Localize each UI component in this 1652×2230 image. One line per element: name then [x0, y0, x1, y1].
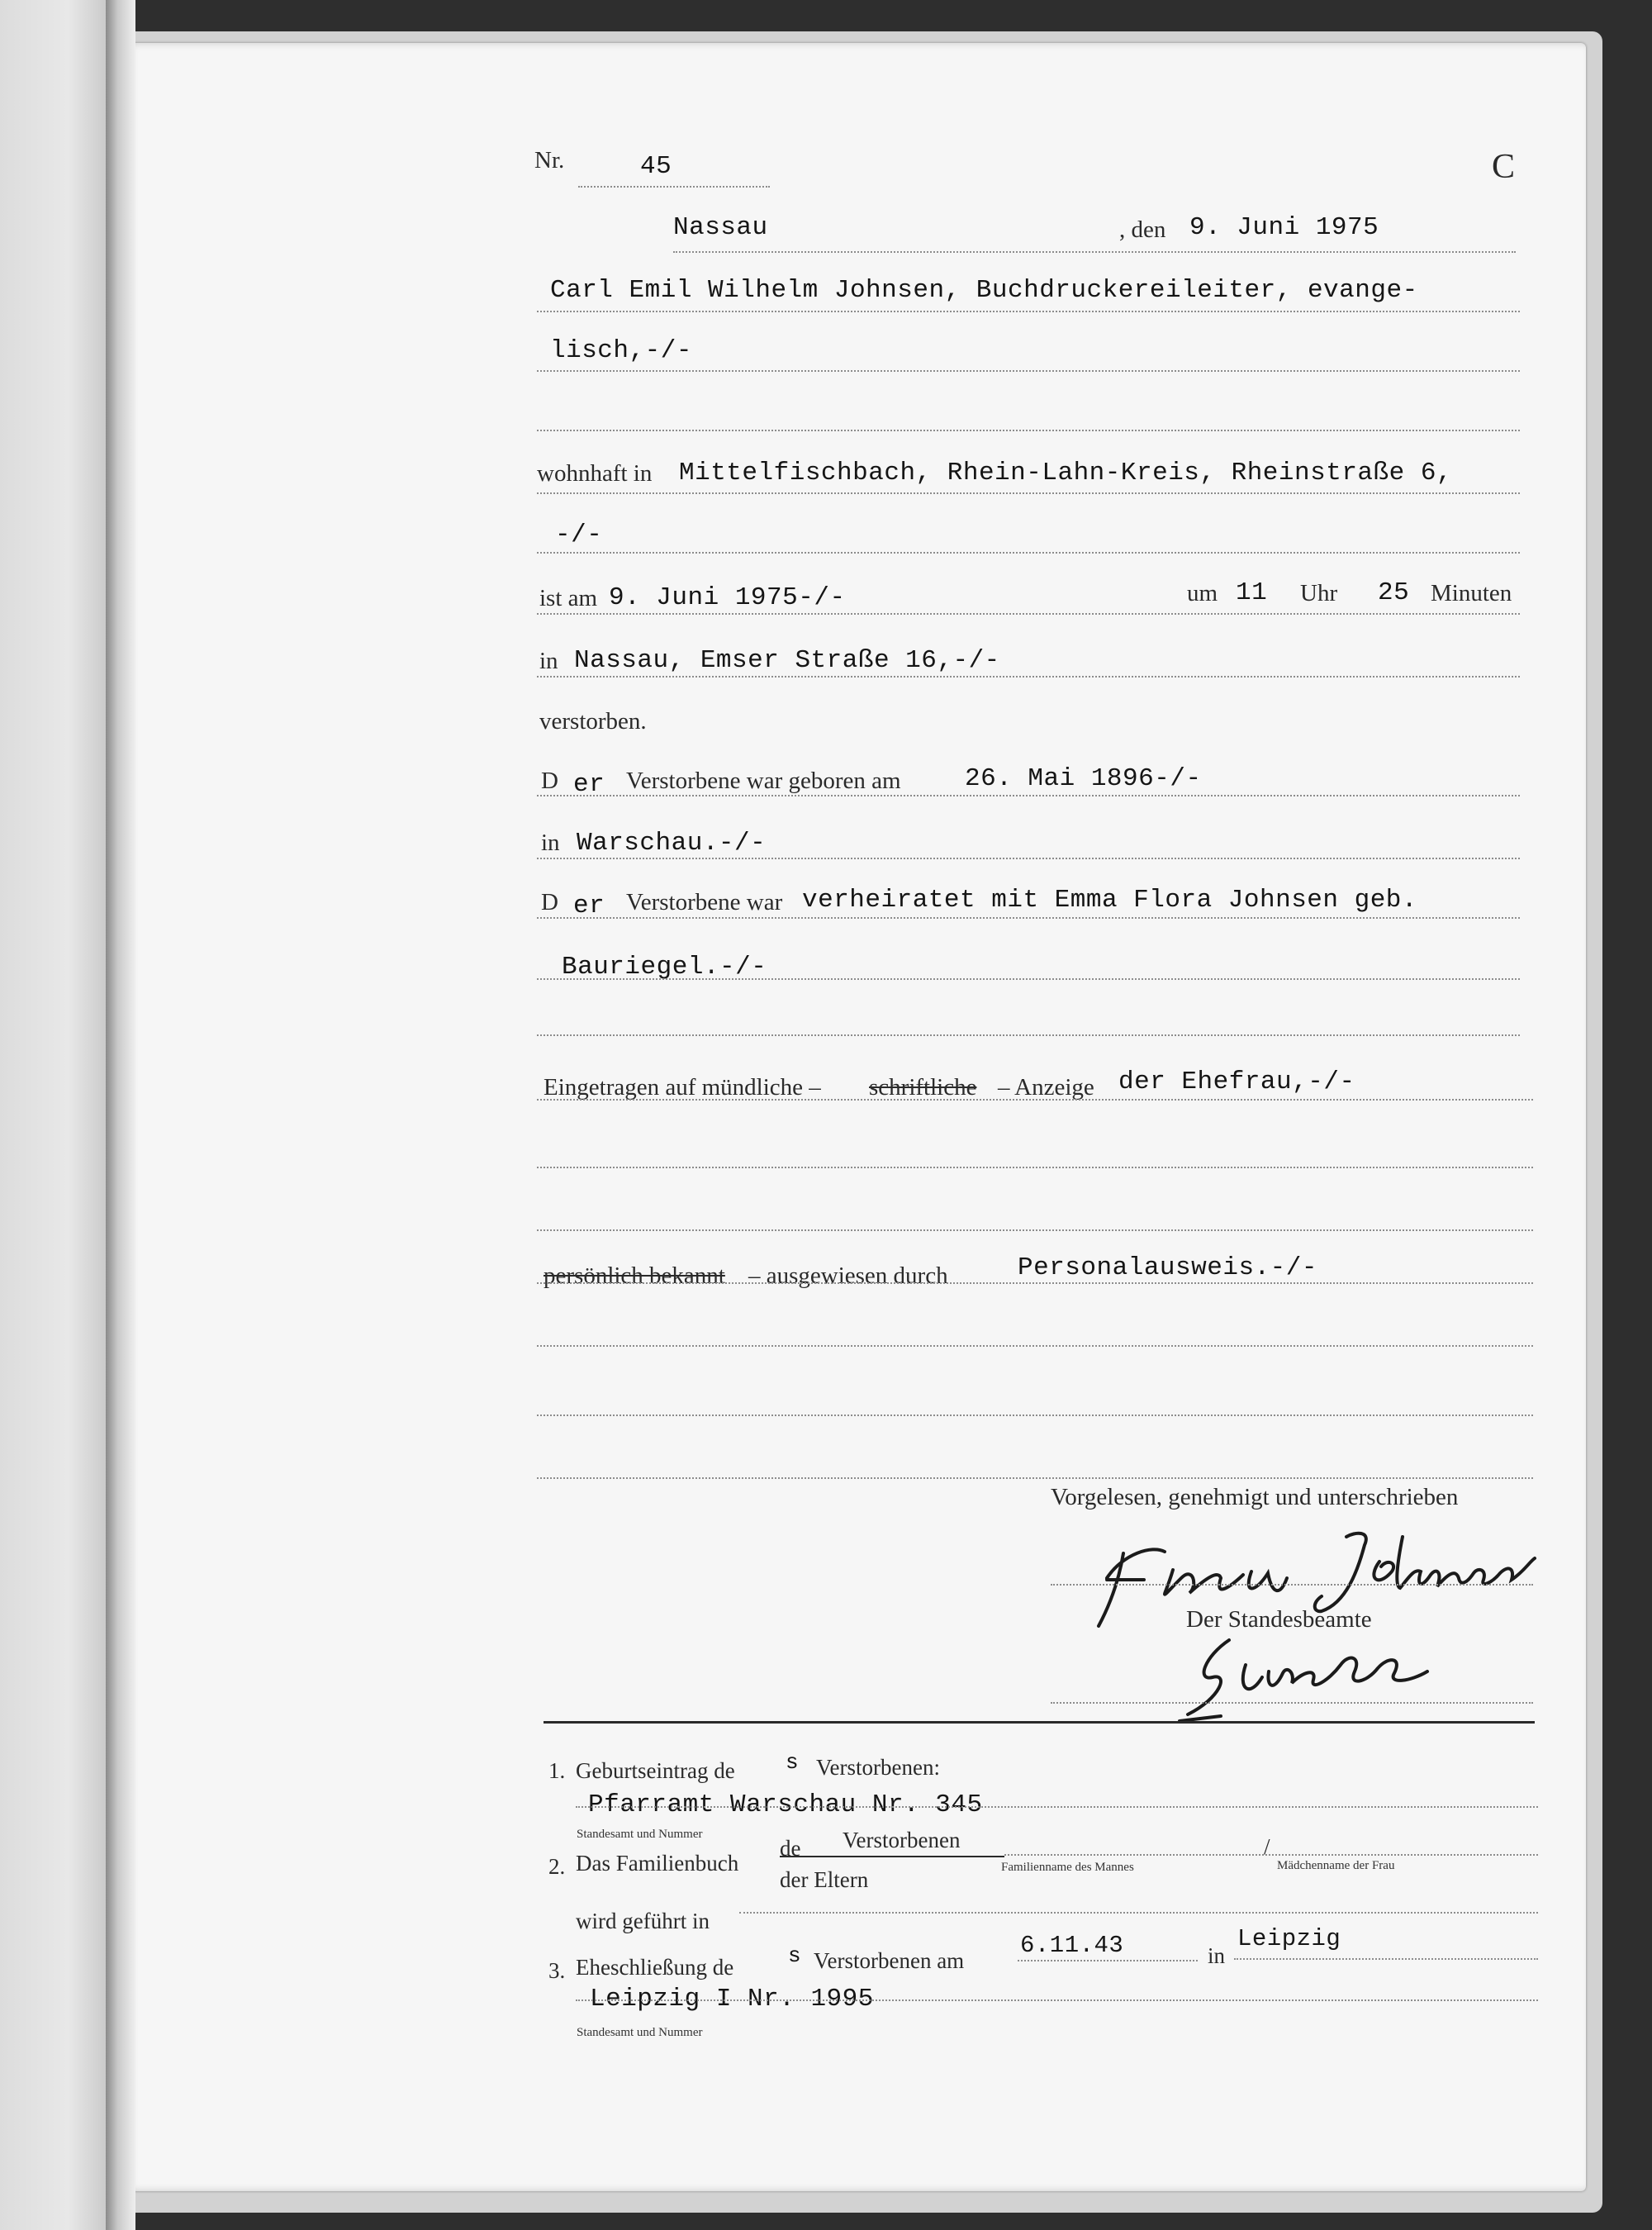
- deceased-name-line-1: Carl Emil Wilhelm Johnsen, Buchdruckereileiter, evange-: [550, 276, 1418, 305]
- d-label: D: [541, 768, 558, 794]
- de-label: de: [780, 1836, 801, 1861]
- war-label: Verstorbene war: [626, 889, 783, 915]
- rule: [537, 370, 1520, 372]
- death-minutes: 25: [1378, 578, 1410, 607]
- death-date: 9. Juni 1975-/-: [609, 583, 846, 612]
- birth-date: 26. Mai 1896-/-: [965, 764, 1202, 793]
- standesamt-note: Standesamt und Nummer: [577, 2026, 703, 2039]
- marriage-place: Leipzig: [1237, 1925, 1341, 1952]
- ausgewiesen-label: – ausgewiesen durch: [748, 1262, 948, 1289]
- bekannt-struck: persönlich bekannt: [544, 1262, 725, 1289]
- death-place: Nassau, Emser Straße 16,-/-: [574, 646, 1000, 675]
- place-of-record: Nassau: [673, 213, 768, 242]
- corner-letter: C: [1492, 148, 1516, 186]
- rule: [576, 1806, 1538, 1808]
- rule: [537, 1229, 1533, 1231]
- residence-line-2: -/-: [555, 521, 603, 549]
- id-document: Personalausweis.-/-: [1018, 1253, 1317, 1282]
- rule: [537, 1415, 1533, 1416]
- rule: [537, 795, 1520, 796]
- rule: [1234, 1958, 1538, 1960]
- rule: [1051, 1702, 1533, 1704]
- schriftliche-struck: schriftliche: [869, 1074, 977, 1101]
- rule: [673, 251, 1516, 253]
- option-divider: [780, 1856, 1004, 1857]
- informant: der Ehefrau,-/-: [1118, 1067, 1355, 1096]
- vorgelesen-label: Vorgelesen, genehmigt und unterschrieben: [1051, 1484, 1459, 1510]
- rule: [1004, 1854, 1538, 1856]
- rule: [537, 311, 1520, 312]
- der-eltern-option: der Eltern: [780, 1867, 869, 1892]
- rule: [537, 430, 1520, 431]
- entry-number: 45: [640, 152, 672, 181]
- article-der: er: [573, 892, 605, 920]
- nr-label: Nr.: [534, 147, 565, 174]
- geboren-label: Verstorbene war geboren am: [626, 768, 901, 794]
- rule: [739, 1912, 1538, 1914]
- den-label: , den: [1119, 216, 1166, 243]
- rule: [537, 858, 1520, 859]
- rule: [537, 1477, 1533, 1479]
- familienbuch-label: Das Familienbuch: [576, 1851, 739, 1876]
- footnote-separator: [544, 1721, 1535, 1724]
- um-label: um: [1187, 580, 1218, 606]
- slash: /: [1264, 1834, 1270, 1859]
- rule: [537, 613, 1520, 615]
- footnote-number-2: 2.: [548, 1854, 566, 1879]
- rule: [537, 676, 1520, 678]
- rule: [537, 1282, 1533, 1284]
- rule: [537, 492, 1520, 494]
- book-gutter: [106, 0, 135, 2230]
- der-verstorbenen-option: Verstorbenen: [843, 1828, 961, 1852]
- in-label: in: [541, 830, 560, 856]
- deceased-name-line-2: lisch,-/-: [550, 336, 692, 365]
- marriage-registry: Leipzig I Nr. 1995: [590, 1985, 874, 2014]
- registrar-signature: [1171, 1632, 1444, 1723]
- rule: [537, 1345, 1533, 1347]
- birth-place: Warschau.-/-: [577, 829, 767, 858]
- standesamt-note: Standesamt und Nummer: [577, 1828, 703, 1841]
- verstorben-label: verstorben.: [539, 708, 647, 735]
- d-label: D: [541, 889, 558, 915]
- geburtseintrag-suffix: s: [786, 1750, 800, 1775]
- marriage-date: 6.11.43: [1020, 1932, 1124, 1959]
- rule: [1018, 1960, 1198, 1961]
- eingetragen-label: Eingetragen auf mündliche –: [544, 1074, 821, 1101]
- rule: [537, 1099, 1533, 1101]
- birth-registry: Pfarramt Warschau Nr. 345: [588, 1790, 983, 1819]
- rule: [1051, 1584, 1533, 1586]
- minuten-label: Minuten: [1431, 580, 1512, 606]
- rule: [537, 1167, 1533, 1168]
- footnote-number-1: 1.: [548, 1758, 566, 1783]
- maedchenname-note: Mädchenname der Frau: [1277, 1859, 1395, 1872]
- ist-am-label: ist am: [539, 585, 598, 611]
- in-label: in: [1208, 1943, 1226, 1968]
- rule: [537, 1034, 1520, 1036]
- spouse-line-2: Bauriegel.-/-: [562, 953, 767, 982]
- eheschliessung-label: Eheschließung de: [576, 1955, 734, 1980]
- footnote-number-3: 3.: [548, 1958, 566, 1983]
- death-hour: 11: [1236, 578, 1268, 607]
- rule: [537, 552, 1520, 554]
- residence-line-1: Mittelfischbach, Rhein-Lahn-Kreis, Rheinstraße 6,: [679, 459, 1453, 487]
- rule: [537, 917, 1520, 919]
- eheschliessung-suffix: s: [788, 1943, 802, 1968]
- rule: [576, 1999, 1538, 2001]
- article-der: er: [573, 770, 605, 799]
- familienname-note: Familienname des Mannes: [1001, 1861, 1134, 1874]
- spouse-line-1: verheiratet mit Emma Flora Johnsen geb.: [802, 886, 1418, 915]
- verstorbenen-am-label: Verstorbenen am: [814, 1948, 965, 1973]
- standesbeamte-label: Der Standesbeamte: [1186, 1606, 1372, 1633]
- in-label: in: [539, 648, 558, 674]
- uhr-label: Uhr: [1300, 580, 1338, 606]
- anzeige-label: – Anzeige: [998, 1074, 1094, 1101]
- verstorbenen-label: Verstorbenen:: [816, 1755, 940, 1780]
- geburtseintrag-label: Geburtseintrag de: [576, 1758, 735, 1783]
- rule: [578, 186, 770, 188]
- wird-gefuehrt-label: wird geführt in: [576, 1909, 710, 1933]
- wohnhaft-label: wohnhaft in: [537, 460, 653, 487]
- rule: [537, 978, 1520, 980]
- record-date: 9. Juni 1975: [1189, 213, 1379, 242]
